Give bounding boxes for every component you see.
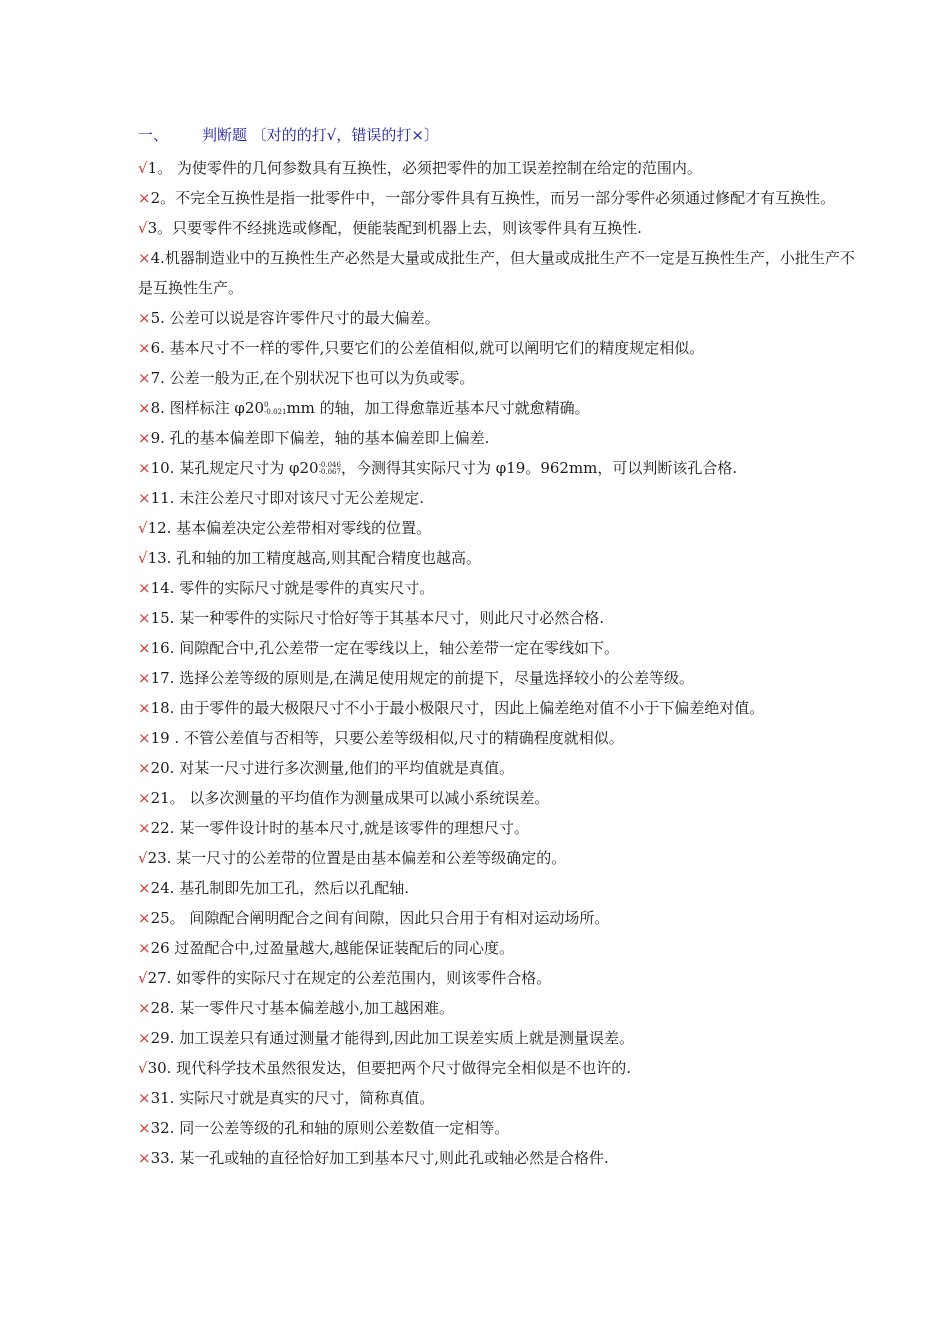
answer-mark: ×: [138, 639, 151, 657]
list-item: [138, 213, 864, 243]
list-item: [138, 933, 864, 963]
answer-mark: ×: [138, 459, 151, 477]
list-item: [138, 573, 864, 603]
question-text: 15. 某一种零件的实际尺寸恰好等于其基本尺寸，则此尺寸必然合格.: [150, 609, 604, 627]
answer-mark: ×: [138, 339, 151, 357]
list-item: [138, 363, 864, 393]
answer-mark: ×: [138, 939, 151, 957]
tolerance-lower: -0.021: [264, 408, 287, 416]
tolerance-upper: -0.046: [318, 461, 341, 469]
question-text: 4.机器制造业中的互换性生产必然是大量或成批生产，但大量或成批生产不一定是互换性生产，小批生产不是互换性生产。: [138, 249, 855, 297]
answer-mark: ×: [138, 759, 151, 777]
list-item: [138, 753, 864, 783]
question-text-tail: ，今测得其实际尺寸为 φ19。962mm，可以判断该孔合格.: [340, 459, 738, 477]
question-text: 13. 孔和轴的加工精度越高,则其配合精度也越高。: [147, 549, 481, 567]
answer-mark: ×: [138, 789, 151, 807]
question-text: 20. 对某一尺寸进行多次测量,他们的平均值就是真值。: [150, 759, 514, 777]
list-item: [138, 993, 864, 1023]
question-text: 12. 基本偏差决定公差带相对零线的位置。: [147, 519, 432, 537]
list-item: [138, 633, 864, 663]
answer-mark: ×: [138, 249, 151, 267]
question-text: 24. 基孔制即先加工孔，然后以孔配轴.: [150, 879, 409, 897]
answer-mark: ×: [138, 189, 151, 207]
question-text: 27. 如零件的实际尺寸在规定的公差范围内，则该零件合格。: [147, 969, 552, 987]
answer-mark: √: [138, 849, 148, 867]
section-title: 判断题 〔对的的打√，错误的打×〕: [202, 126, 439, 144]
answer-mark: ×: [138, 1089, 151, 1107]
list-item: [138, 843, 864, 873]
question-text: 7. 公差一般为正,在个别状况下也可以为负或零。: [150, 369, 475, 387]
list-item: [138, 813, 864, 843]
answer-mark: ×: [138, 729, 151, 747]
question-text: 19 . 不管公差值与否相等，只要公差等级相似,尺寸的精确程度就相似。: [150, 729, 624, 747]
question-text: 1。 为使零件的几何参数具有互换性，必须把零件的加工误差控制在给定的范围内。: [147, 159, 702, 177]
question-list: [138, 153, 864, 1173]
list-item: [138, 393, 864, 423]
answer-mark: √: [138, 159, 148, 177]
answer-mark: √: [138, 969, 148, 987]
question-text: 21。 以多次测量的平均值作为测量成果可以减小系统误差。: [150, 789, 550, 807]
list-item: [138, 903, 864, 933]
answer-mark: ×: [138, 429, 151, 447]
question-text: 30. 现代科学技术虽然很发达，但要把两个尺寸做得完全相似是不也许的.: [147, 1059, 631, 1077]
answer-mark: ×: [138, 309, 151, 327]
answer-mark: ×: [138, 1029, 151, 1047]
question-text: 6. 基本尺寸不一样的零件,只要它们的公差值相似,就可以阐明它们的精度规定相似。: [150, 339, 705, 357]
tolerance-stack: [319, 462, 341, 476]
question-text: 18. 由于零件的最大极限尺寸不小于最小极限尺寸，因此上偏差绝对值不小于下偏差绝对值。: [150, 699, 765, 717]
question-text: 9. 孔的基本偏差即下偏差，轴的基本偏差即上偏差.: [150, 429, 490, 447]
answer-mark: ×: [138, 999, 151, 1017]
question-text-tail: mm 的轴，加工得愈靠近基本尺寸就愈精确。: [286, 399, 590, 417]
list-item: [138, 873, 864, 903]
answer-mark: ×: [138, 489, 151, 507]
answer-mark: ×: [138, 879, 151, 897]
list-item: [138, 183, 864, 213]
question-text: 28. 某一零件尺寸基本偏差越小,加工越困难。: [150, 999, 454, 1017]
list-item: [138, 513, 864, 543]
list-item: [138, 963, 864, 993]
list-item: [138, 663, 864, 693]
list-item: [138, 1083, 864, 1113]
question-text: 22. 某一零件设计时的基本尺寸,就是该零件的理想尺寸。: [150, 819, 529, 837]
answer-mark: ×: [138, 399, 151, 417]
list-item: [138, 693, 864, 723]
answer-mark: ×: [138, 1149, 151, 1167]
list-item: [138, 1023, 864, 1053]
question-text: 25。 间隙配合阐明配合之间有间隙，因此只合用于有相对运动场所。: [150, 909, 610, 927]
question-text: 3。只要零件不经挑选或修配，便能装配到机器上去，则该零件具有互换性.: [147, 219, 642, 237]
answer-mark: ×: [138, 609, 151, 627]
tolerance-stack: [264, 402, 286, 416]
answer-mark: ×: [138, 669, 151, 687]
question-text: 17. 选择公差等级的原则是,在满足使用规定的前提下，尽量选择较小的公差等级。: [150, 669, 694, 687]
answer-mark: ×: [138, 699, 151, 717]
answer-mark: √: [138, 519, 148, 537]
question-text: 16. 间隙配合中,孔公差带一定在零线以上，轴公差带一定在零线如下。: [150, 639, 619, 657]
list-item: [138, 1113, 864, 1143]
list-item: [138, 243, 864, 303]
answer-mark: ×: [138, 1119, 151, 1137]
question-text: 8. 图样标注 φ20: [150, 399, 265, 417]
list-item: [138, 603, 864, 633]
question-text: 23. 某一尺寸的公差带的位置是由基本偏差和公差等级确定的。: [147, 849, 567, 867]
list-item: [138, 543, 864, 573]
list-item: [138, 423, 864, 453]
list-item: [138, 333, 864, 363]
question-text: 26 过盈配合中,过盈量越大,越能保证装配后的同心度。: [150, 939, 514, 957]
question-text: 29. 加工误差只有通过测量才能得到,因此加工误差实质上就是测量误差。: [150, 1029, 634, 1047]
question-text: 14. 零件的实际尺寸就是零件的真实尺寸。: [150, 579, 435, 597]
question-text: 32. 同一公差等级的孔和轴的原则公差数值一定相等。: [150, 1119, 510, 1137]
question-text: 5. 公差可以说是容许零件尺寸的最大偏差。: [150, 309, 440, 327]
list-item: [138, 153, 864, 183]
answer-mark: ×: [138, 369, 151, 387]
question-text: 2。不完全互换性是指一批零件中，一部分零件具有互换性，而另一部分零件必须通过修配才有互换性。: [150, 189, 836, 207]
tolerance-lower: -0.067: [318, 468, 341, 476]
answer-mark: √: [138, 219, 148, 237]
question-text: 11. 未注公差尺寸即对该尺寸无公差规定.: [150, 489, 424, 507]
tolerance-upper: 0: [264, 401, 269, 409]
list-item: [138, 1143, 864, 1173]
answer-mark: ×: [138, 579, 151, 597]
answer-mark: ×: [138, 909, 151, 927]
list-item: [138, 1053, 864, 1083]
list-item: [138, 483, 864, 513]
answer-mark: √: [138, 549, 148, 567]
answer-mark: √: [138, 1059, 148, 1077]
list-item: [138, 783, 864, 813]
list-item: [138, 453, 864, 483]
list-item: [138, 303, 864, 333]
question-text: 10. 某孔规定尺寸为 φ20: [150, 459, 319, 477]
list-item: [138, 723, 864, 753]
section-number: 一、: [138, 126, 169, 144]
section-heading: [138, 124, 838, 146]
answer-mark: ×: [138, 819, 151, 837]
question-text: 31. 实际尺寸就是真实的尺寸，简称真值。: [150, 1089, 435, 1107]
question-text: 33. 某一孔或轴的直径恰好加工到基本尺寸,则此孔或轴必然是合格件.: [150, 1149, 609, 1167]
